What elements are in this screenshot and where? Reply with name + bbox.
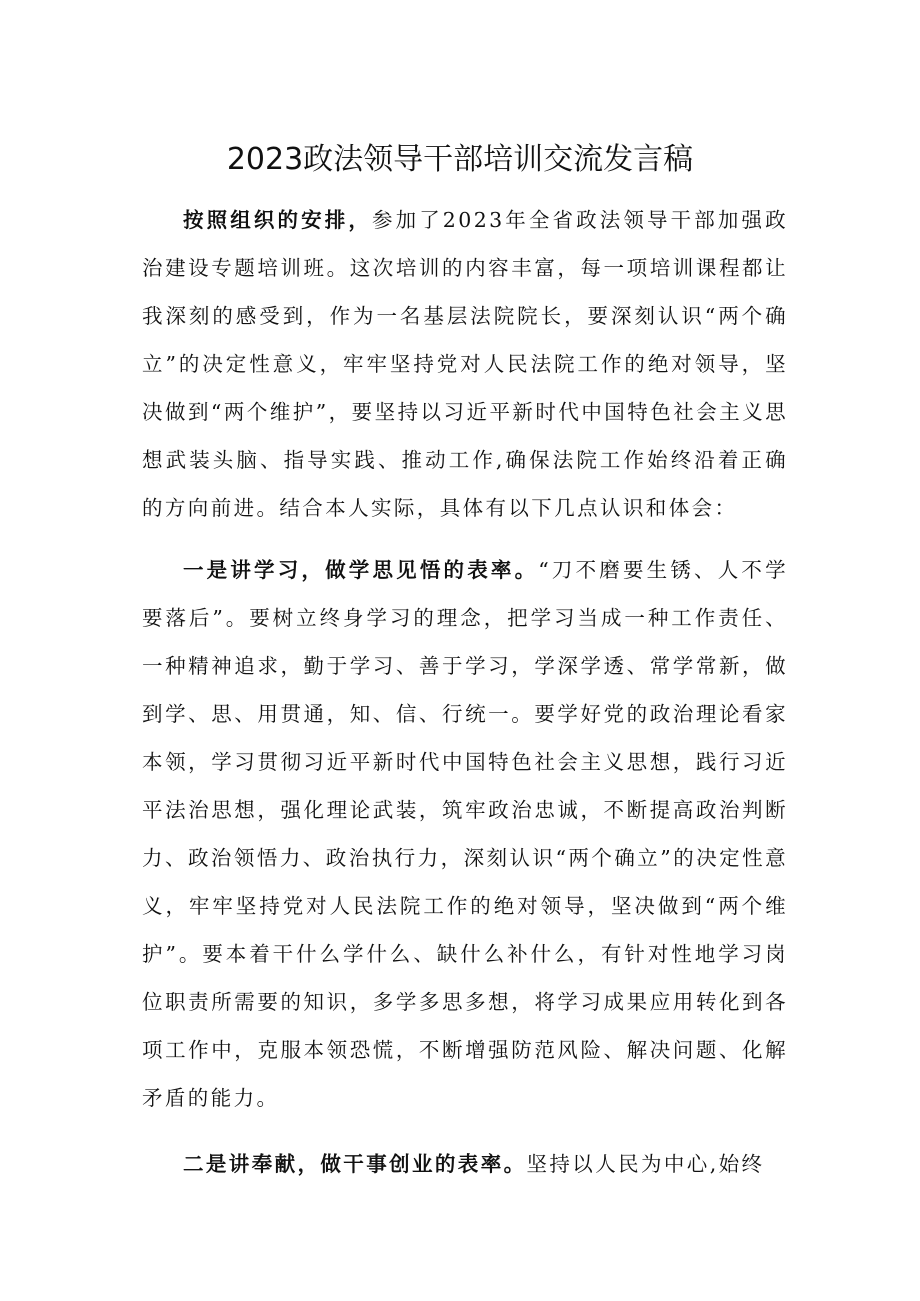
paragraph-learning [142, 546, 788, 1122]
document-title: 2023政法领导干部培训交流发言稿 [226, 142, 694, 177]
paragraph-body: 参加了2023年全省政法领导干部加强政治建设专题培训班。这次培训的内容丰富，每一项培训课程都让我深刻的感受到，作为一名基层法院院长，要深刻认识“两个确立”的决定性意义，牢牢坚持党对人民法院工作的绝对领导，坚决做到“两个维护”，要坚持以习近平新时代中国特色社会主义思想武装头脑、指导实践、推动工作,确保法院工作始终沿着正确的方向前进。结合本人实际，具体有以下几点认识和体会： [142, 208, 788, 520]
paragraph-lead: 二是讲奉献，做干事创业的表率。 [183, 1152, 527, 1176]
paragraph-lead: 一是讲学习，做学思见悟的表率。 [183, 558, 539, 582]
paragraph-lead: 按照组织的安排， [183, 208, 372, 232]
paragraph-intro [142, 196, 788, 532]
paragraph-body: “刀不磨要生锈、人不学要落后”。要树立终身学习的理念，把学习当成一种工作责任、一种精神追求，勤于学习、善于学习，学深学透、常学常新，做到学、思、用贯通，知、信、行统一。要学好党的政治理论看家本领，学习贯彻习近平新时代中国特色社会主义思想，践行习近平法治思想，强化理论武装，筑牢政治忠诚，不断提高政治判断力、政治领悟力、政治执行力，深刻认识“两个确立”的决定性意义，牢牢坚持党对人民法院工作的绝对领导，坚决做到“两个维护”。要本着干什么学什么、缺什么补什么，有针对性地学习岗位职责所需要的知识，多学多思多想，将学习成果应用转化到各项工作中，克服本领恐慌，不断增强防范风险、解决问题、化解矛盾的能力。 [142, 558, 788, 1110]
paragraph-body: 坚持以人民为中心,始终 [526, 1152, 765, 1176]
paragraph-dedication [142, 1140, 788, 1188]
